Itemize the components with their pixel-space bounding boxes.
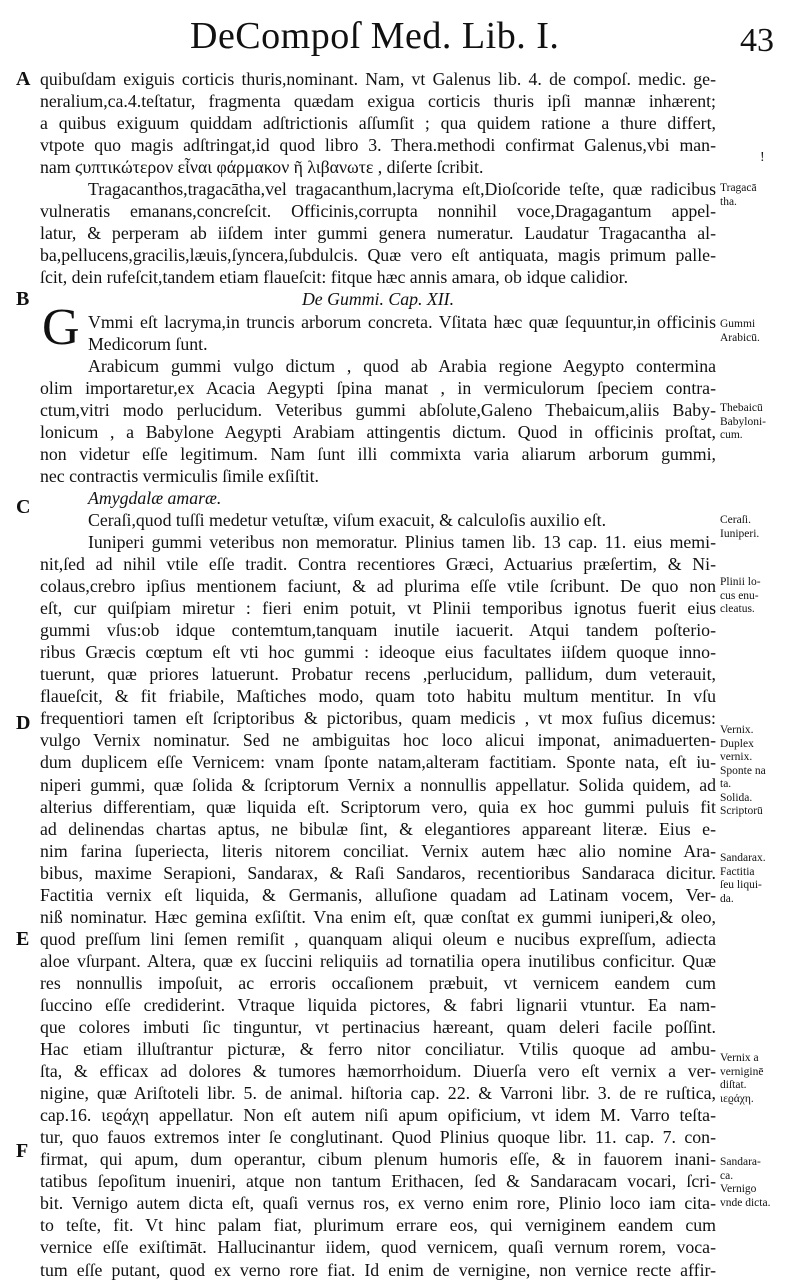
margin-note-sandaraca: Sandara- ca. Vernigo vnde dicta.	[720, 1156, 771, 1209]
text-line: ſuccino eſſe crediderint. Vtraque liquida pictores, & fabri lignarii vtuntur. Ea nam-	[40, 994, 716, 1015]
margin-note-cerasi: Ceraſi. Iuniperi.	[720, 514, 760, 540]
text-line: vernice eſſe exiſtimāt. Hallucinantur iidem, quod vernicem, quaſi vernum rorem, voca-	[40, 1237, 716, 1258]
margin-note-vernix: Vernix. Duplex vernix. Sponte na ta. Solida. Scriptorū	[720, 724, 766, 817]
text-line: aloe vſurpant. Altera, quæ ex ſuccini reliquiis ad tornatilia opera inutilibus conficitur. Quæ	[40, 950, 716, 971]
text-line: niperi gummi, quæ ſolida & ſcriptorum Vernix a nonnullis appellatur. Solida quidem, ad	[40, 774, 716, 795]
text-line: ad delinendas chartas aptus, ne bibulæ ſint, & elegantiores appareant literæ. Eius e-	[40, 818, 716, 839]
text-line: ribus Græcis cœptum eſt vti hoc gummi : ideoque eius facultates iiſdem quoque inno-	[40, 642, 716, 663]
text-line: nec contractis vermiculis ſimile exſiſtit.	[40, 465, 319, 486]
text-line: bibus, maxime Serapioni, Sandarax, & Raſi Sandaros, recentioribus Sandaraca dicitur.	[40, 862, 716, 883]
text-line: Factitia vernix eſt liquida, & Germanis, alluſione quadam ad Latinam vocem, Ver-	[40, 884, 716, 905]
drop-cap: G	[42, 299, 80, 356]
text-line: ſta, & efficax ad dolores & tumores hæmorrhoidum. Diuerſa vero eſt vernix a ver-	[40, 1061, 716, 1082]
text-line: ctum,vitri modo perlucidum. Veteribus gummi abſolute,Galeno Thebaicum,aliis Baby-	[40, 399, 716, 420]
text-line: niß nominatur. Hæc gemina exſiſtit. Vna enim eſt, quæ conſtat ex gummi iuniperi,& oleo,	[40, 906, 716, 927]
text-line: a quibus exiguum quiddam adſtrictionis aſſumſit ; qua quidem ratione a thure differt,	[40, 113, 716, 134]
text-line: vulgo Vernix nominatur. Sed ne ambiguitas hoc loco alicui imponat, animaduerten-	[40, 730, 716, 751]
text-line: olim importaretur,ex Acacia Aegypti ſpina manat , in vermiculorum ſpeciem contra-	[40, 377, 716, 398]
running-head: DeCompoſ Med. Lib. I.	[190, 15, 560, 57]
margin-note-tragacantha: Tragacā tha.	[720, 182, 757, 208]
margin-note-gummi-arabicum: Gummi Arabicū.	[720, 318, 760, 344]
text-line: quod preſſum lini ſemen remiſit , quanquam aliqui oleum e nucibus expreſſum, adiecta	[40, 928, 716, 949]
text-line: Medicorum ſunt.	[88, 333, 208, 354]
text-line: Ceraſi,quod tuſſi medetur vetuſtæ, viſum exacuit, & calculoſis auxilio eſt.	[88, 509, 607, 530]
text-line: nam ϛυπτικώτερον εἶναι φάρμακον ῆ λιβανωτε , diſerte ſcribit.	[40, 157, 484, 178]
section-letter-f: F	[16, 1140, 29, 1162]
text-line: nigine, quæ Ariſtoteli libr. 5. de animal. hiſtoria cap. 22. & Varroni libr. 3. de re ruſtica,	[40, 1083, 716, 1104]
text-line: Arabicum gummi vulgo dictum , quod ab Arabia regione Aegypto contermina	[88, 355, 716, 376]
text-line: colaus,crebro ipſius mentionem faciunt, & ad plurima eſſe vtile ſcribunt. De quo non	[40, 576, 716, 597]
section-letter-c: C	[16, 496, 31, 518]
text-line: dum duplicem eſſe Vernicem: vnam ſponte natam,alteram factitiam. Sponte nata, eſt iu-	[40, 752, 716, 773]
text-line: latur, & perperam ab iiſdem inter gummi genera numeratur. Laudatur Tragacantha al-	[40, 223, 716, 244]
margin-mark: !	[760, 150, 765, 165]
section-letter-d: D	[16, 712, 31, 734]
text-line: frequentiori tamen eſt ſcriptoribus & pictoribus, quam medicis , vt mox fuſius dicemus:	[40, 708, 716, 729]
body-text	[40, 68, 716, 1281]
text-line: neralium,ca.4.teſtatur, fragmenta quædam exigua corticis thuris ipſi mannæ inhærent;	[40, 91, 716, 112]
margin-note-sandarax: Sandarax. Factitia ſeu liqui- da.	[720, 852, 766, 905]
text-line: flaueſcit, & fit friabile, Maſtiches modo, quam toto habitu multum mentitur. In vſu	[40, 686, 716, 707]
text-line: cap.16. ιεϱάχη appellatur. Non eſt autem niſi apum opificium, vt idem M. Varro teſta-	[40, 1105, 716, 1126]
text-line: to teſte, fit. Vt hinc palam fiat, plurimum errare eos, qui verniginem eandem cum	[40, 1215, 716, 1236]
text-line: non videtur eſſe legitimum. Nam ſunt illi commixta varia aliarum arborum gummi,	[40, 443, 716, 464]
text-line: Iuniperi gummi veteribus non memoratur. Plinius tamen lib. 13 cap. 11. eius memi-	[88, 531, 716, 552]
text-line: tur, quo fauos extremos inter ſe conglutinant. Quod Plinius quoque libr. 11. cap. 7. con-	[40, 1127, 716, 1148]
text-line: alterius differentiam, quæ liquida eſt. Scriptorum vero, quia ex hoc gummi puluis fit	[40, 796, 716, 817]
chapter-heading: De Gummi. Cap. XII.	[301, 289, 455, 310]
text-line: tatibus ſepoſitum inueniri, atque non tantum Erithacen, ſed & Sandaracam vocari, ſcri-	[40, 1171, 716, 1192]
text-line: gummi vſus:ob idque contemtum,tanquam inutile iacuerit. Atqui tandem poſterio-	[40, 620, 716, 641]
text-line: Amygdalæ amaræ.	[88, 487, 222, 508]
text-line: vtpote quo magis adſtringat,id quod libro 3. Thera.methodi confirmat Galenus,vbi man-	[40, 135, 716, 156]
text-line: vulneratis emanans,concreſcit. Officinis,corrupta nonnihil voce,Dragagantum appel-	[40, 201, 716, 222]
text-line: Vmmi eſt lacryma,in truncis arborum concreta. Vſitata hæc quæ ſequuntur,in officinis	[88, 311, 716, 332]
section-letter-b: B	[16, 288, 30, 310]
page-number: 43	[740, 22, 774, 59]
text-line: nit,ſed ad nihil vtile eſſe tradit. Contra recentiores Græci, Actuarius præſertim, & Ni-	[40, 554, 716, 575]
text-line: quibuſdam exiguis corticis thuris,nominant. Nam, vt Galenus lib. 4. de compoſ. medic. ge-	[40, 69, 716, 89]
text-line: Hac etiam illuſtrantur picturæ, & ferro nitor conciliatur. Vtilis quoque ad ambu-	[40, 1039, 716, 1060]
text-line: res nonnullis impoſuit, ac erroris occaſionem præbuit, vt vernicem eandem cum	[40, 972, 716, 993]
margin-note-plinii-locus: Plinii lo- cus enu- cleatus.	[720, 576, 761, 615]
margin-note-vernix-vernigo: Vernix a verniginē diſtat. ιεϱάχη.	[720, 1052, 764, 1105]
section-letter-e: E	[16, 928, 30, 950]
text-line: que colores imbuti ſic tinguntur, vt pertinacius hæreant, quam deleri facile poſſint.	[40, 1017, 716, 1038]
text-line: nim farina ſuperiecta, literis nitorem conciliat. Vernix autem hæc alio nomine Ara-	[40, 840, 716, 861]
text-line: firmat, qui apum, dum operantur, cibum plenum humoris eſſe, & in fauorem inani-	[40, 1149, 716, 1170]
text-line: tum eſſe putant, quod ex verno rore fiat. Id enim de vernigine, non vernice recte affir-	[40, 1259, 716, 1280]
text-line: bit. Vernigo autem dicta eſt, quaſi vernus ros, ex verno enim rore, Plinio loco iam cita-	[40, 1193, 716, 1214]
text-line: eſt, cur quiſpiam miretur : fieri enim potuit, vt Plinii temporibus ignotus fuerit eius	[40, 598, 716, 619]
text-line: ſcit, dein rufeſcit,tandem etiam flaueſcit: fitque hæc annis amara, ob idque calidior.	[40, 267, 629, 288]
text-line: Tragacanthos,tragacātha,vel tragacanthum,lacryma eſt,Dioſcoride teſte, quæ radicibus	[88, 179, 716, 200]
text-line: ba,pellucens,gracilis,læuis,ſyncera,ſubdulcis. Quæ vero eſt antiquata, magis primum palle-	[40, 245, 716, 266]
section-letter-a: A	[16, 68, 31, 90]
text-line: lonicum , a Babylone Aegypti Arabiam attingentis dictum. Quod in officinis proſtat,	[40, 421, 716, 442]
margin-note-thebaicum: Thebaicū Babyloni- cum.	[720, 402, 766, 441]
text-line: tuerunt, quæ priores latuerunt. Probatur recens ,perlucidum, pallidum, dum veterauit,	[40, 664, 716, 685]
